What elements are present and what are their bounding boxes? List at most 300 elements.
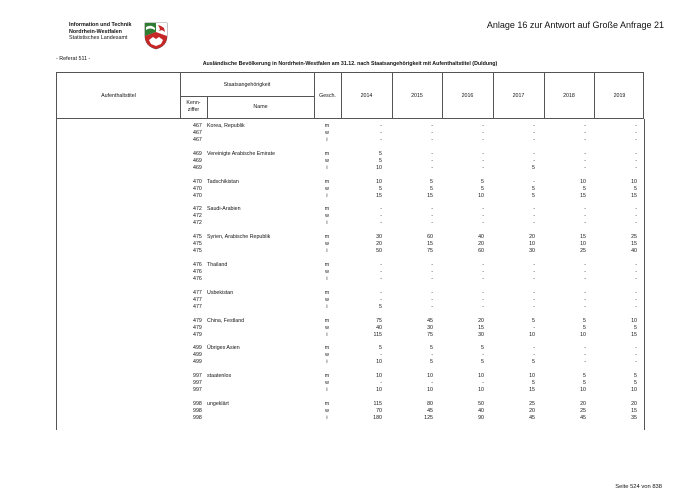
- table-row: [56, 415, 644, 422]
- cell-value-2016: 90: [478, 415, 484, 421]
- cell-value-2016: -: [482, 164, 484, 171]
- cell-value-2016: -: [482, 296, 484, 303]
- cell-value-2017: -: [533, 178, 535, 185]
- cell-value-2018: -: [584, 130, 586, 136]
- cell-value-2017: 10: [529, 373, 535, 380]
- cell-value-2019: 5: [634, 324, 637, 331]
- cell-value-2018: 45: [580, 415, 586, 421]
- cell-geschlecht: m: [324, 345, 330, 352]
- cell-value-2016: 30: [478, 331, 484, 338]
- cell-value-2014: 10: [376, 178, 382, 185]
- cell-value-2014: 180: [373, 415, 382, 421]
- cell-kennziffer: 998: [193, 401, 202, 407]
- cell-value-2015: 15: [427, 192, 433, 199]
- cell-value-2015: 30: [427, 324, 433, 331]
- col-geschlecht: Gesch.: [319, 93, 336, 99]
- cell-value-2018: 5: [583, 373, 586, 380]
- cell-value-2015: 10: [427, 373, 433, 380]
- cell-value-2014: -: [380, 289, 382, 296]
- cell-name: Thailand: [207, 262, 228, 268]
- cell-value-2016: 5: [481, 359, 484, 366]
- cell-value-2018: 10: [580, 241, 586, 248]
- table-row: [56, 297, 644, 304]
- cell-value-2014: -: [380, 220, 382, 227]
- cell-value-2015: -: [431, 276, 433, 282]
- org-name-line3: Statistisches Landesamt: [69, 35, 128, 42]
- cell-value-2015: 15: [427, 241, 433, 248]
- cell-value-2018: -: [584, 352, 586, 359]
- col-year-2015: 2015: [411, 93, 423, 99]
- cell-value-2016: -: [482, 352, 484, 359]
- cell-value-2014: 5: [379, 150, 382, 157]
- cell-kennziffer: 470: [193, 192, 202, 199]
- cell-value-2017: 20: [529, 234, 535, 241]
- table-header: [56, 72, 644, 119]
- cell-kennziffer: 467: [193, 130, 202, 136]
- cell-value-2017: 25: [529, 401, 535, 407]
- cell-value-2015: 10: [427, 387, 433, 394]
- cell-value-2016: 10: [478, 192, 484, 199]
- table-row: [56, 151, 644, 158]
- table-row: [56, 332, 644, 339]
- cell-name: Syrien, Arabische Republik: [207, 234, 271, 241]
- cell-value-2015: -: [431, 150, 433, 157]
- cell-value-2019: 40: [631, 248, 637, 255]
- cell-value-2018: -: [584, 359, 586, 366]
- cell-value-2018: 5: [583, 317, 586, 324]
- cell-value-2014: 15: [376, 192, 382, 199]
- cell-kennziffer: 477: [193, 289, 202, 296]
- cell-value-2019: 15: [631, 241, 637, 248]
- cell-value-2014: -: [380, 276, 382, 282]
- cell-value-2018: -: [584, 289, 586, 296]
- cell-value-2016: -: [482, 289, 484, 296]
- cell-geschlecht: w: [325, 269, 329, 275]
- cell-value-2014: 5: [379, 185, 382, 192]
- cell-kennziffer: 469: [193, 157, 202, 164]
- cell-geschlecht: m: [324, 317, 330, 324]
- cell-value-2015: -: [431, 289, 433, 296]
- cell-kennziffer: 470: [193, 185, 202, 192]
- cell-value-2017: 5: [532, 192, 535, 199]
- cell-value-2018: 15: [580, 234, 586, 241]
- cell-value-2017: 10: [529, 241, 535, 248]
- cell-value-2017: 5: [532, 359, 535, 366]
- cell-value-2018: -: [584, 303, 586, 310]
- cell-value-2017: -: [533, 262, 535, 268]
- table-row: [56, 206, 644, 213]
- cell-geschlecht: m: [324, 401, 330, 407]
- cell-value-2019: -: [635, 296, 637, 303]
- cell-value-2018: 15: [580, 192, 586, 199]
- cell-value-2014: -: [380, 213, 382, 220]
- cell-value-2018: -: [584, 262, 586, 268]
- cell-value-2018: 20: [580, 401, 586, 407]
- cell-geschlecht: i: [326, 331, 328, 338]
- cell-value-2016: 50: [478, 401, 484, 407]
- cell-value-2018: -: [584, 164, 586, 171]
- cell-value-2019: -: [635, 303, 637, 310]
- table-row: [56, 130, 644, 137]
- cell-value-2018: 25: [580, 248, 586, 255]
- cell-value-2018: -: [584, 345, 586, 352]
- cell-value-2019: -: [635, 137, 637, 143]
- cell-value-2019: 20: [631, 401, 637, 407]
- cell-geschlecht: i: [326, 387, 328, 394]
- cell-kennziffer: 469: [193, 164, 202, 171]
- cell-value-2015: 45: [427, 317, 433, 324]
- organisation-block: [69, 22, 132, 42]
- cell-value-2018: -: [584, 276, 586, 282]
- table-row: [56, 262, 644, 269]
- table-body: [56, 119, 644, 430]
- table-row: [56, 137, 644, 144]
- cell-name: staatenlos: [207, 373, 232, 380]
- cell-value-2019: -: [635, 164, 637, 171]
- cell-kennziffer: 476: [193, 269, 202, 275]
- cell-value-2015: -: [431, 380, 433, 387]
- cell-name: Korea, Republik: [207, 123, 245, 129]
- table-row: [56, 186, 644, 193]
- cell-value-2016: -: [482, 206, 484, 213]
- cell-value-2019: -: [635, 206, 637, 213]
- cell-value-2017: -: [533, 352, 535, 359]
- table-row: [56, 352, 644, 359]
- table-row: [56, 325, 644, 332]
- cell-geschlecht: w: [325, 352, 329, 359]
- cell-value-2015: -: [431, 220, 433, 227]
- cell-value-2017: 5: [532, 380, 535, 387]
- table-title: Ausländische Bevölkerung in Nordrhein-Westfalen am 31.12. nach Staatsangehörigkeit mit Aufenthaltstitel (Duldung): [202, 61, 498, 67]
- table-row: [56, 373, 644, 380]
- col-kennziffer-line2: ziffer: [187, 107, 200, 113]
- cell-value-2017: -: [533, 289, 535, 296]
- col-kennziffer-line1: Kenn-: [186, 100, 201, 106]
- cell-geschlecht: w: [325, 213, 329, 220]
- cell-value-2014: 115: [373, 401, 382, 407]
- cell-value-2016: -: [482, 150, 484, 157]
- cell-geschlecht: i: [326, 276, 328, 282]
- cell-kennziffer: 475: [193, 241, 202, 248]
- cell-name: Usbekistan: [207, 289, 234, 296]
- table-row: [56, 304, 644, 311]
- cell-kennziffer: 997: [193, 387, 202, 394]
- cell-value-2019: 10: [631, 387, 637, 394]
- cell-kennziffer: 467: [193, 137, 202, 143]
- cell-geschlecht: w: [325, 185, 329, 192]
- cell-kennziffer: 472: [193, 213, 202, 220]
- cell-kennziffer: 477: [193, 303, 202, 310]
- cell-kennziffer: 472: [193, 220, 202, 227]
- cell-value-2019: -: [635, 345, 637, 352]
- cell-geschlecht: m: [324, 178, 330, 185]
- cell-value-2018: -: [584, 213, 586, 220]
- cell-value-2019: 5: [634, 185, 637, 192]
- cell-value-2014: 5: [379, 157, 382, 164]
- cell-value-2015: 5: [430, 185, 433, 192]
- cell-geschlecht: i: [326, 137, 328, 143]
- cell-kennziffer: 477: [193, 296, 202, 303]
- cell-geschlecht: m: [324, 262, 330, 268]
- cell-value-2015: 5: [430, 178, 433, 185]
- cell-value-2016: -: [482, 213, 484, 220]
- cell-value-2015: 5: [430, 345, 433, 352]
- cell-value-2014: 10: [376, 164, 382, 171]
- cell-value-2017: -: [533, 157, 535, 164]
- cell-value-2016: 40: [478, 234, 484, 241]
- col-name: Name: [253, 104, 268, 110]
- cell-value-2019: 15: [631, 408, 637, 414]
- cell-value-2016: 40: [478, 408, 484, 414]
- cell-value-2019: -: [635, 262, 637, 268]
- col-aufenthaltstitel: Aufenthaltstitel: [101, 93, 136, 99]
- cell-value-2017: 5: [532, 164, 535, 171]
- cell-name: Vereinigte Arabische Emirate: [207, 150, 276, 157]
- org-name-line1: Information und Technik: [69, 22, 132, 28]
- table-row: [56, 158, 644, 165]
- anlage-label: Anlage 16 zur Antwort auf Große Anfrage 21: [486, 20, 664, 30]
- cell-value-2014: 40: [376, 324, 382, 331]
- cell-name: ungeklärt: [207, 401, 229, 407]
- cell-value-2017: -: [533, 213, 535, 220]
- cell-value-2014: -: [380, 137, 382, 143]
- cell-value-2014: 5: [379, 303, 382, 310]
- cell-value-2019: -: [635, 123, 637, 129]
- cell-value-2018: 25: [580, 408, 586, 414]
- cell-value-2019: 10: [631, 178, 637, 185]
- cell-value-2018: -: [584, 296, 586, 303]
- cell-value-2015: 80: [427, 401, 433, 407]
- referat-label: - Referat 511 -: [56, 56, 91, 62]
- col-year-2014: 2014: [360, 93, 373, 99]
- cell-value-2015: -: [431, 296, 433, 303]
- cell-kennziffer: 475: [193, 234, 202, 241]
- table-row: [56, 241, 644, 248]
- cell-name: China, Festland: [207, 317, 245, 324]
- table-row: [56, 408, 644, 415]
- cell-value-2014: -: [380, 130, 382, 136]
- cell-geschlecht: w: [325, 380, 329, 387]
- cell-kennziffer: 998: [193, 408, 202, 414]
- cell-kennziffer: 475: [193, 248, 202, 255]
- cell-value-2017: 45: [529, 415, 535, 421]
- cell-value-2016: 20: [478, 241, 484, 248]
- cell-geschlecht: w: [325, 130, 329, 136]
- cell-value-2019: -: [635, 150, 637, 157]
- cell-name: Saudi-Arabien: [207, 206, 241, 213]
- cell-value-2014: -: [380, 206, 382, 213]
- cell-value-2018: 5: [583, 380, 586, 387]
- cell-kennziffer: 479: [193, 317, 202, 324]
- cell-geschlecht: m: [324, 150, 330, 157]
- cell-geschlecht: i: [326, 164, 328, 171]
- org-name-line2: Nordrhein-Westfalen: [69, 28, 122, 35]
- cell-value-2019: -: [635, 276, 637, 282]
- cell-geschlecht: i: [326, 359, 328, 366]
- cell-value-2018: -: [584, 150, 586, 157]
- cell-geschlecht: i: [326, 415, 328, 421]
- cell-value-2018: 5: [583, 324, 586, 331]
- cell-value-2019: -: [635, 157, 637, 164]
- cell-geschlecht: w: [325, 324, 329, 331]
- cell-value-2015: -: [431, 137, 433, 143]
- table-row: [56, 123, 644, 130]
- cell-kennziffer: 499: [193, 352, 202, 359]
- cell-name: Übriges Asien: [207, 345, 240, 352]
- table-row: [56, 345, 644, 352]
- cell-value-2018: 10: [580, 331, 586, 338]
- table-row: [56, 220, 644, 227]
- cell-value-2017: -: [533, 303, 535, 310]
- cell-value-2016: 20: [478, 317, 484, 324]
- col-year-2016: 2016: [461, 93, 474, 99]
- cell-value-2016: -: [482, 123, 484, 129]
- cell-value-2019: -: [635, 220, 637, 227]
- nrw-coat-of-arms-icon: [144, 22, 168, 50]
- cell-value-2019: 25: [631, 234, 637, 241]
- cell-value-2019: -: [635, 352, 637, 359]
- col-year-2019: 2019: [613, 93, 626, 99]
- cell-value-2019: 5: [634, 380, 637, 387]
- cell-geschlecht: m: [324, 373, 330, 380]
- cell-value-2017: 20: [529, 408, 535, 414]
- cell-value-2016: -: [482, 157, 484, 164]
- cell-kennziffer: 476: [193, 262, 202, 268]
- cell-geschlecht: m: [324, 206, 330, 213]
- cell-value-2018: -: [584, 269, 586, 275]
- cell-value-2016: 5: [481, 178, 484, 185]
- cell-value-2018: -: [584, 123, 586, 129]
- cell-value-2015: -: [431, 123, 433, 129]
- cell-value-2015: -: [431, 262, 433, 268]
- cell-kennziffer: 467: [193, 123, 202, 129]
- table-row: [56, 276, 644, 283]
- cell-value-2015: -: [431, 206, 433, 213]
- column-divider: [644, 119, 645, 430]
- cell-value-2019: -: [635, 130, 637, 136]
- cell-value-2016: 10: [478, 387, 484, 394]
- cell-value-2015: -: [431, 213, 433, 220]
- table-row: [56, 193, 644, 200]
- cell-kennziffer: 469: [193, 150, 202, 157]
- cell-value-2019: 5: [634, 373, 637, 380]
- cell-geschlecht: w: [325, 241, 329, 248]
- table-row: [56, 401, 644, 408]
- cell-value-2015: 75: [427, 331, 433, 338]
- cell-geschlecht: i: [326, 192, 328, 199]
- cell-value-2017: 30: [529, 248, 535, 255]
- table-row: [56, 213, 644, 220]
- cell-geschlecht: w: [325, 408, 329, 414]
- cell-value-2014: 70: [376, 408, 382, 414]
- cell-value-2015: -: [431, 269, 433, 275]
- cell-value-2017: -: [533, 130, 535, 136]
- header-divider: [180, 96, 314, 97]
- cell-value-2017: 10: [529, 331, 535, 338]
- cell-kennziffer: 499: [193, 345, 202, 352]
- cell-value-2016: -: [482, 137, 484, 143]
- col-year-2018: 2018: [563, 93, 575, 99]
- cell-name: Tadschikistan: [207, 178, 239, 185]
- cell-geschlecht: w: [325, 296, 329, 303]
- cell-value-2015: -: [431, 130, 433, 136]
- cell-kennziffer: 998: [193, 415, 202, 421]
- cell-geschlecht: w: [325, 157, 329, 164]
- cell-value-2015: -: [431, 157, 433, 164]
- cell-geschlecht: i: [326, 248, 328, 255]
- table-row: [56, 380, 644, 387]
- cell-kennziffer: 479: [193, 331, 202, 338]
- table-row: [56, 179, 644, 186]
- table-row: [56, 165, 644, 172]
- cell-value-2016: -: [482, 220, 484, 227]
- cell-value-2018: 5: [583, 185, 586, 192]
- cell-value-2016: -: [482, 276, 484, 282]
- cell-value-2016: 15: [478, 324, 484, 331]
- cell-kennziffer: 997: [193, 380, 202, 387]
- cell-value-2017: -: [533, 345, 535, 352]
- cell-value-2017: -: [533, 137, 535, 143]
- cell-value-2017: -: [533, 206, 535, 213]
- cell-value-2016: -: [482, 269, 484, 275]
- cell-value-2019: 15: [631, 331, 637, 338]
- table-row: [56, 290, 644, 297]
- cell-value-2014: 10: [376, 373, 382, 380]
- cell-value-2016: -: [482, 303, 484, 310]
- table-row: [56, 248, 644, 255]
- cell-value-2016: 5: [481, 185, 484, 192]
- cell-value-2019: -: [635, 269, 637, 275]
- cell-value-2016: 60: [478, 248, 484, 255]
- cell-value-2014: -: [380, 123, 382, 129]
- cell-value-2018: 10: [580, 387, 586, 394]
- cell-kennziffer: 470: [193, 178, 202, 185]
- cell-value-2019: -: [635, 359, 637, 366]
- cell-value-2015: 75: [427, 248, 433, 255]
- cell-value-2017: -: [533, 296, 535, 303]
- cell-value-2014: -: [380, 380, 382, 387]
- cell-geschlecht: m: [324, 234, 330, 241]
- cell-value-2017: -: [533, 269, 535, 275]
- cell-value-2014: 30: [376, 234, 382, 241]
- cell-value-2018: -: [584, 157, 586, 164]
- table-row: [56, 234, 644, 241]
- cell-value-2018: -: [584, 137, 586, 143]
- cell-value-2014: -: [380, 352, 382, 359]
- cell-value-2017: -: [533, 276, 535, 282]
- cell-value-2017: -: [533, 150, 535, 157]
- cell-value-2015: 60: [427, 234, 433, 241]
- col-staatsangehoerigkeit: Staatsangehörigkeit: [223, 82, 271, 88]
- cell-value-2019: 35: [631, 415, 637, 421]
- cell-value-2014: 10: [376, 387, 382, 394]
- cell-value-2019: -: [635, 213, 637, 220]
- cell-value-2019: 15: [631, 192, 637, 199]
- cell-value-2014: 115: [373, 331, 382, 338]
- cell-value-2017: -: [533, 324, 535, 331]
- cell-geschlecht: m: [324, 123, 330, 129]
- cell-value-2017: 5: [532, 185, 535, 192]
- cell-kennziffer: 499: [193, 359, 202, 366]
- cell-value-2015: 125: [424, 415, 433, 421]
- table-row: [56, 359, 644, 366]
- cell-value-2016: -: [482, 380, 484, 387]
- cell-value-2016: -: [482, 262, 484, 268]
- cell-kennziffer: 476: [193, 276, 202, 282]
- page-number: Seite 524 von 838: [615, 484, 662, 490]
- cell-value-2015: -: [431, 164, 433, 171]
- cell-geschlecht: i: [326, 303, 328, 310]
